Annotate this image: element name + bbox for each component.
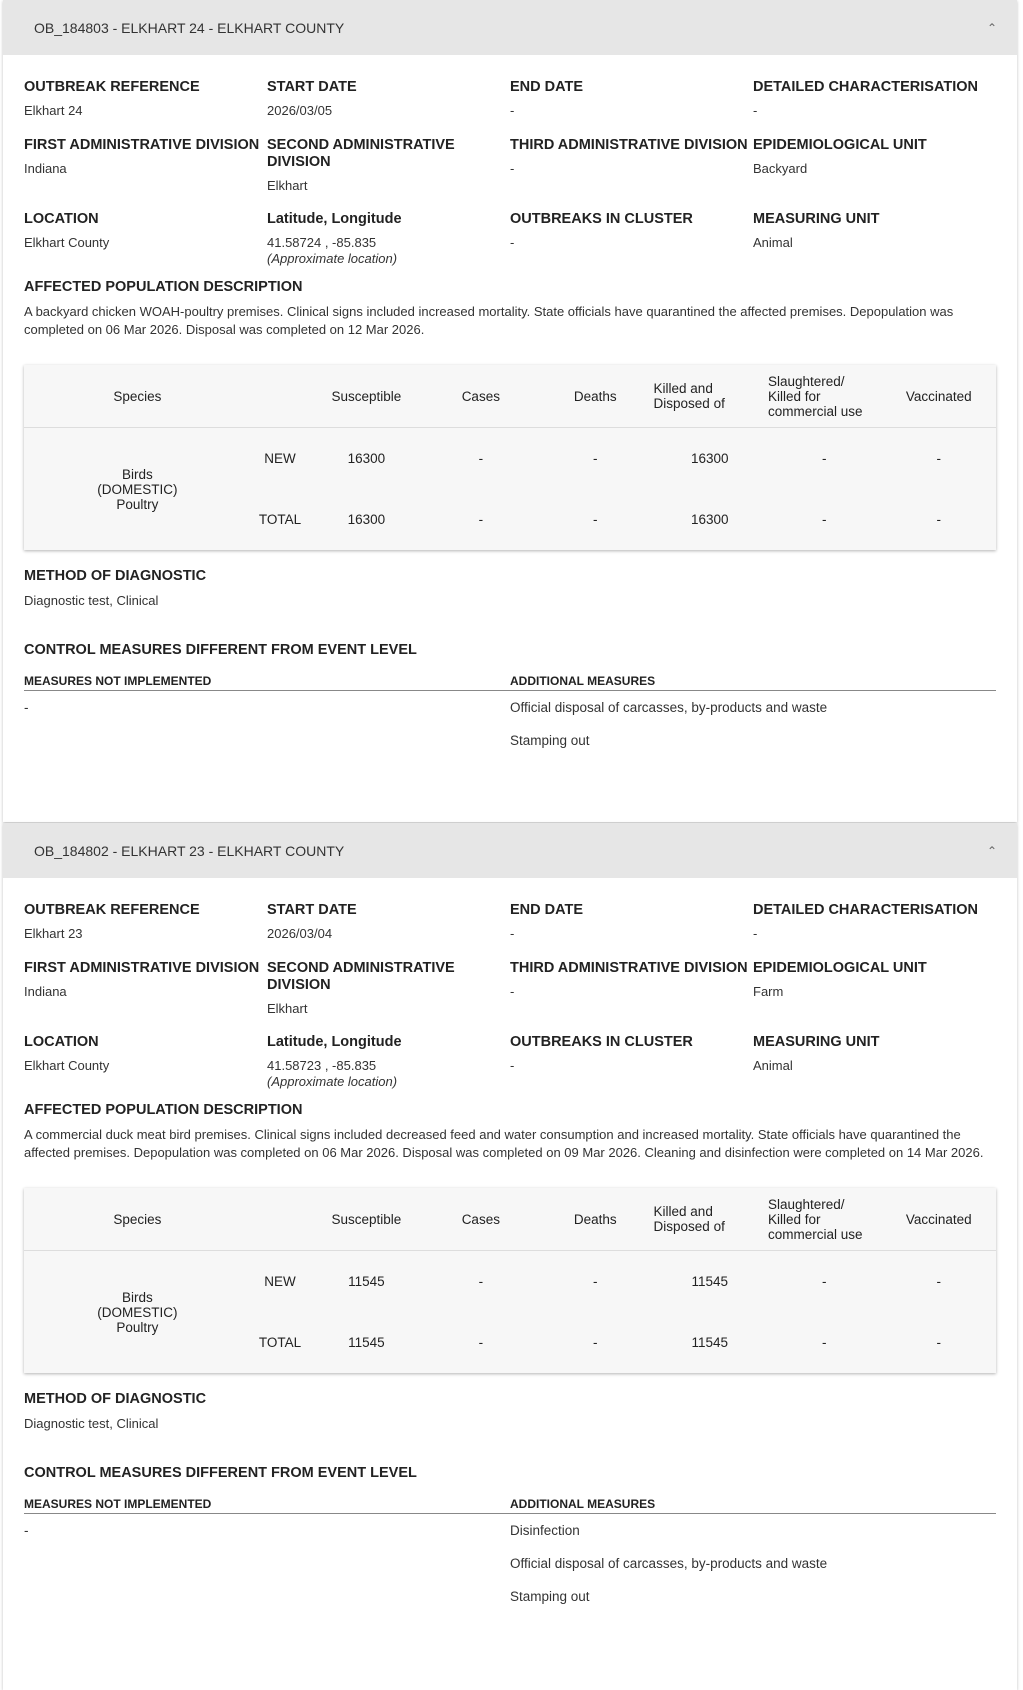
outbreak-card [3,0,1017,822]
affected-population: AFFECTED POPULATION DESCRIPTION A backyard chicken WOAH-poultry premises. Clinical signs included increased mortality. State officials have quarantined the affected premises. Depopulation was completed on 06 Mar 2026. Disposal was completed on 12 Mar 2026. [24,279,954,337]
field-outbreaks-in-cluster: OUTBREAKS IN CLUSTER - [510,211,693,250]
table-row: TOTAL 11545 - - 11545 - - [258,1335,941,1350]
field-lat-long: Latitude, Longitude 41.58723 , -85.835 (Approximate location) [267,1034,402,1089]
population-table [24,365,996,550]
species-cell: Birds (DOMESTIC) Poultry [97,466,178,512]
field-start-date: START DATE 2026/03/04 [267,902,357,941]
field-outbreaks-in-cluster: OUTBREAKS IN CLUSTER - [510,1034,693,1073]
additional-measures-header: ADDITIONAL MEASURES [510,1497,996,1514]
table-row: TOTAL 16300 - - 16300 - - [258,512,941,527]
list-item: Official disposal of carcasses, by-products and waste [510,1556,828,1571]
field-detailed-characterisation: DETAILED CHARACTERISATION - [753,902,979,941]
chevron-up-icon[interactable]: ⌃ [986,20,997,35]
field-location: LOCATION Elkhart County [24,211,110,250]
field-measuring-unit: MEASURING UNIT Animal [753,211,880,250]
method-diagnostic: METHOD OF DIAGNOSTIC Diagnostic test, Clinical [24,1391,207,1431]
control-measures: CONTROL MEASURES DIFFERENT FROM EVENT LEVEL MEASURES NOT IMPLEMENTED - ADDITIONAL MEASURES Disinfection Official disposal of carcasses, by-products and waste Stamping out [24,1465,996,1613]
field-start-date: START DATE 2026/03/05 [267,79,357,118]
field-end-date: END DATE - [510,902,584,941]
field-lat-long: Latitude, Longitude 41.58724 , -85.835 (Approximate location) [267,211,402,266]
measures-not-implemented-header: MEASURES NOT IMPLEMENTED [24,1497,510,1514]
field-epi-unit: EPIDEMIOLOGICAL UNIT Farm [753,960,927,999]
field-first-admin: FIRST ADMINISTRATIVE DIVISION Indiana [24,137,260,176]
control-measures: CONTROL MEASURES DIFFERENT FROM EVENT LEVEL MEASURES NOT IMPLEMENTED - ADDITIONAL MEASURES Official disposal of carcasses, by-products and waste Stamping out [24,642,996,757]
field-first-admin: FIRST ADMINISTRATIVE DIVISION Indiana [24,960,260,999]
measures-not-implemented-header: MEASURES NOT IMPLEMENTED [24,674,510,691]
field-outbreak-reference: OUTBREAK REFERENCE Elkhart 23 [24,902,200,941]
field-third-admin: THIRD ADMINISTRATIVE DIVISION - [510,960,748,999]
field-measuring-unit: MEASURING UNIT Animal [753,1034,880,1073]
chevron-up-icon[interactable]: ⌃ [986,843,997,858]
list-item: - [24,700,29,715]
outbreak-title: OB_184803 - ELKHART 24 - ELKHART COUNTY [34,19,345,36]
outbreak-header[interactable] [3,0,1017,55]
field-outbreak-reference: OUTBREAK REFERENCE Elkhart 24 [24,79,200,118]
list-item: Stamping out [510,733,590,748]
list-item: Official disposal of carcasses, by-products and waste [510,700,828,715]
outbreak-title: OB_184802 - ELKHART 23 - ELKHART COUNTY [34,842,345,859]
list-item: Stamping out [510,1589,590,1604]
outbreak-header[interactable] [3,823,1017,878]
outbreak-card [3,823,1017,1690]
field-epi-unit: EPIDEMIOLOGICAL UNIT Backyard [753,137,927,176]
table-header-row: Species Susceptible Cases Deaths Killed and Disposed of Slaughtered/ Killed for commercial use Vaccinated [24,1188,996,1251]
population-table [24,1188,996,1373]
list-item: - [24,1523,29,1538]
field-third-admin: THIRD ADMINISTRATIVE DIVISION - [510,137,748,176]
list-item: Disinfection [510,1523,580,1538]
method-diagnostic: METHOD OF DIAGNOSTIC Diagnostic test, Clinical [24,568,207,608]
species-cell: Birds (DOMESTIC) Poultry [97,1289,178,1335]
affected-population: AFFECTED POPULATION DESCRIPTION A commercial duck meat bird premises. Clinical signs included decreased feed and water consumption and increased mortality. State officials have quarantined the affected premises. Depopulation was completed on 06 Mar 2026. Disposal was completed on 09 Mar 2026. Cleaning and disinfection were completed on 14 Mar 2026. [24,1102,984,1160]
table-header-row: Species Susceptible Cases Deaths Killed and Disposed of Slaughtered/ Killed for commercial use Vaccinated [24,365,996,428]
field-end-date: END DATE - [510,79,584,118]
additional-measures-header: ADDITIONAL MEASURES [510,674,996,691]
table-row: Birds (DOMESTIC) Poultry NEW 11545 - - 11545 - - [24,1251,996,1313]
field-location: LOCATION Elkhart County [24,1034,110,1073]
field-second-admin: SECOND ADMINISTRATIVE DIVISION Elkhart [267,960,455,1016]
table-row: Birds (DOMESTIC) Poultry NEW 16300 - - 16300 - - [24,428,996,490]
field-second-admin: SECOND ADMINISTRATIVE DIVISION Elkhart [267,137,455,193]
field-detailed-characterisation: DETAILED CHARACTERISATION - [753,79,979,118]
